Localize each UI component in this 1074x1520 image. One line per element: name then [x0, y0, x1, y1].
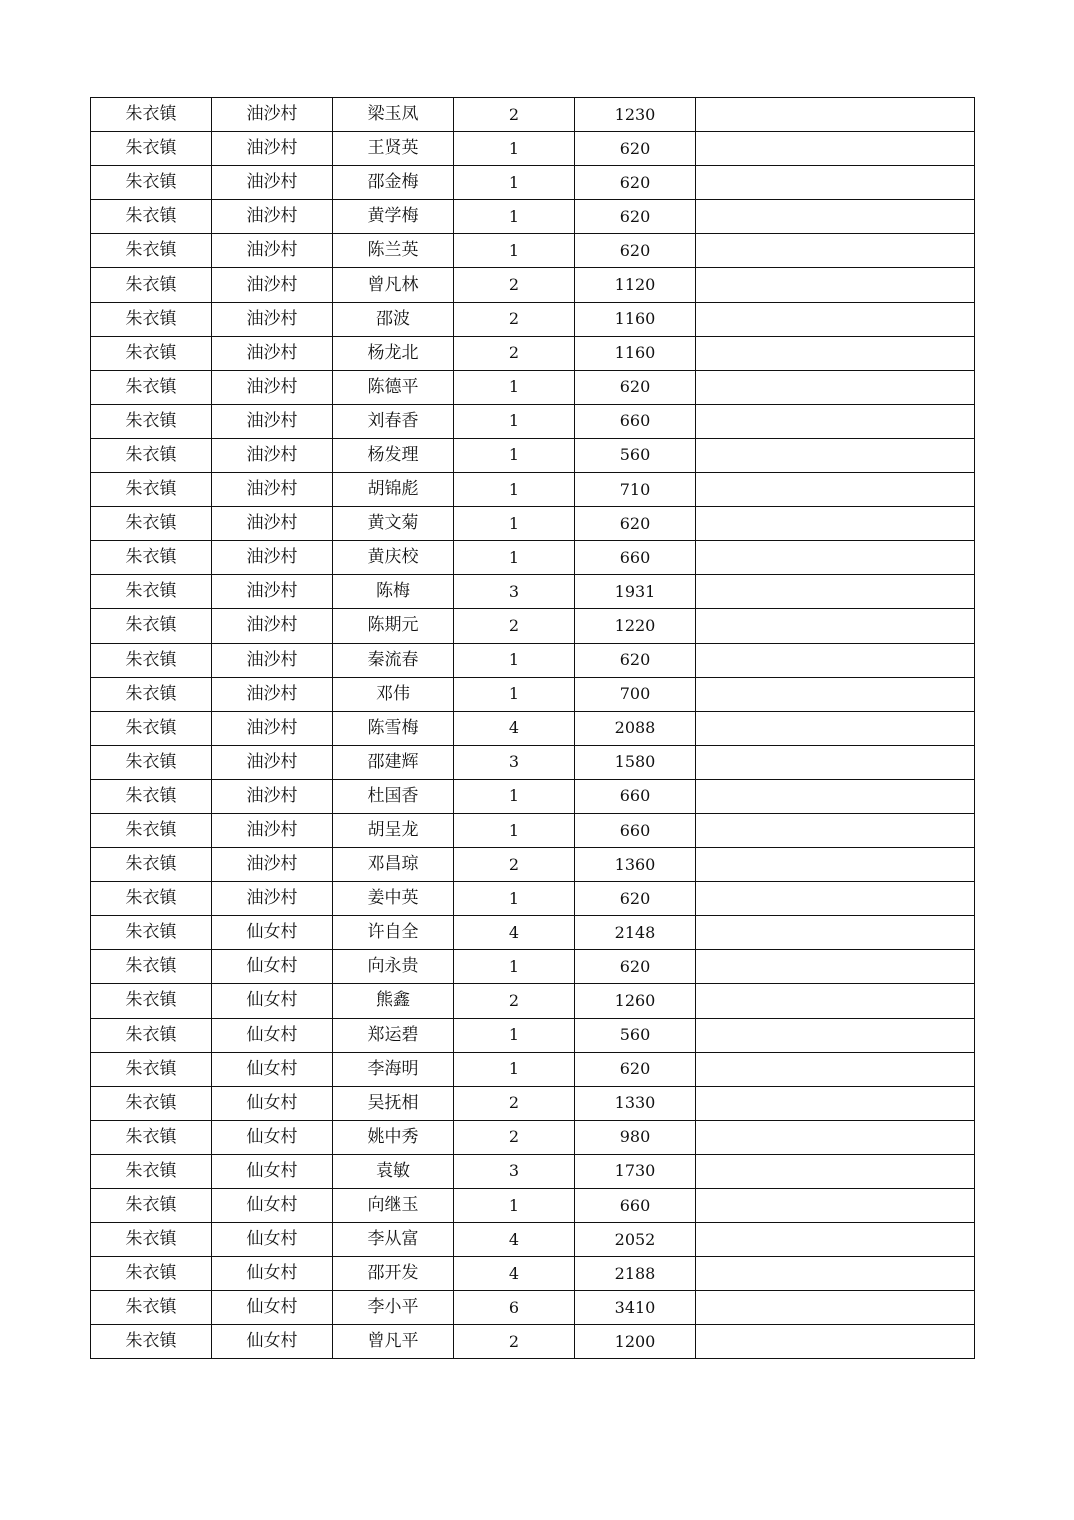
- town-cell: 朱衣镇: [91, 779, 212, 813]
- name-cell: 胡锦彪: [333, 473, 454, 507]
- village-cell: 仙女村: [212, 1018, 333, 1052]
- name-cell: 杨龙北: [333, 336, 454, 370]
- amount-cell: 2188: [575, 1257, 696, 1291]
- name-cell: 李从富: [333, 1223, 454, 1257]
- amount-cell: 620: [575, 507, 696, 541]
- amount-cell: 560: [575, 1018, 696, 1052]
- town-cell: 朱衣镇: [91, 916, 212, 950]
- table-row: [91, 132, 975, 166]
- amount-cell: 660: [575, 813, 696, 847]
- table-row: [91, 779, 975, 813]
- name-cell: 姚中秀: [333, 1120, 454, 1154]
- count-cell: 1: [454, 404, 575, 438]
- table-row: [91, 575, 975, 609]
- count-cell: 2: [454, 302, 575, 336]
- note-cell: [696, 132, 975, 166]
- town-cell: 朱衣镇: [91, 404, 212, 438]
- note-cell: [696, 1120, 975, 1154]
- table-row: [91, 848, 975, 882]
- village-cell: 油沙村: [212, 473, 333, 507]
- amount-cell: 1160: [575, 336, 696, 370]
- table-row: [91, 1189, 975, 1223]
- note-cell: [696, 541, 975, 575]
- town-cell: 朱衣镇: [91, 609, 212, 643]
- amount-cell: 660: [575, 404, 696, 438]
- village-cell: 油沙村: [212, 268, 333, 302]
- village-cell: 仙女村: [212, 1154, 333, 1188]
- town-cell: 朱衣镇: [91, 643, 212, 677]
- count-cell: 2: [454, 1325, 575, 1359]
- count-cell: 3: [454, 575, 575, 609]
- amount-cell: 660: [575, 541, 696, 575]
- village-cell: 油沙村: [212, 302, 333, 336]
- count-cell: 1: [454, 1018, 575, 1052]
- village-cell: 油沙村: [212, 677, 333, 711]
- count-cell: 1: [454, 643, 575, 677]
- amount-cell: 620: [575, 234, 696, 268]
- town-cell: 朱衣镇: [91, 848, 212, 882]
- amount-cell: 1220: [575, 609, 696, 643]
- amount-cell: 3410: [575, 1291, 696, 1325]
- village-cell: 仙女村: [212, 1052, 333, 1086]
- note-cell: [696, 882, 975, 916]
- name-cell: 胡呈龙: [333, 813, 454, 847]
- table-row: [91, 609, 975, 643]
- village-cell: 仙女村: [212, 984, 333, 1018]
- count-cell: 2: [454, 98, 575, 132]
- note-cell: [696, 1154, 975, 1188]
- table-row: [91, 268, 975, 302]
- table-row: [91, 473, 975, 507]
- note-cell: [696, 848, 975, 882]
- table-row: [91, 1291, 975, 1325]
- amount-cell: 620: [575, 370, 696, 404]
- note-cell: [696, 336, 975, 370]
- table-row: [91, 643, 975, 677]
- amount-cell: 1160: [575, 302, 696, 336]
- village-cell: 油沙村: [212, 779, 333, 813]
- table-row: [91, 507, 975, 541]
- village-cell: 油沙村: [212, 643, 333, 677]
- count-cell: 1: [454, 438, 575, 472]
- name-cell: 向继玉: [333, 1189, 454, 1223]
- amount-cell: 1580: [575, 745, 696, 779]
- village-cell: 油沙村: [212, 848, 333, 882]
- name-cell: 黄文菊: [333, 507, 454, 541]
- table-row: [91, 404, 975, 438]
- note-cell: [696, 1325, 975, 1359]
- amount-cell: 980: [575, 1120, 696, 1154]
- town-cell: 朱衣镇: [91, 745, 212, 779]
- note-cell: [696, 984, 975, 1018]
- town-cell: 朱衣镇: [91, 473, 212, 507]
- amount-cell: 1230: [575, 98, 696, 132]
- amount-cell: 1931: [575, 575, 696, 609]
- name-cell: 王贤英: [333, 132, 454, 166]
- village-cell: 油沙村: [212, 200, 333, 234]
- town-cell: 朱衣镇: [91, 1052, 212, 1086]
- village-cell: 油沙村: [212, 609, 333, 643]
- note-cell: [696, 1086, 975, 1120]
- name-cell: 杨发理: [333, 438, 454, 472]
- village-cell: 油沙村: [212, 507, 333, 541]
- amount-cell: 1260: [575, 984, 696, 1018]
- village-cell: 油沙村: [212, 541, 333, 575]
- name-cell: 吴抚相: [333, 1086, 454, 1120]
- note-cell: [696, 677, 975, 711]
- count-cell: 1: [454, 166, 575, 200]
- village-cell: 油沙村: [212, 882, 333, 916]
- note-cell: [696, 1189, 975, 1223]
- note-cell: [696, 234, 975, 268]
- table-row: [91, 200, 975, 234]
- count-cell: 2: [454, 336, 575, 370]
- village-cell: 仙女村: [212, 950, 333, 984]
- name-cell: 姜中英: [333, 882, 454, 916]
- count-cell: 1: [454, 779, 575, 813]
- town-cell: 朱衣镇: [91, 268, 212, 302]
- village-cell: 油沙村: [212, 370, 333, 404]
- name-cell: 杜国香: [333, 779, 454, 813]
- amount-cell: 710: [575, 473, 696, 507]
- amount-cell: 2088: [575, 711, 696, 745]
- amount-cell: 620: [575, 950, 696, 984]
- name-cell: 李小平: [333, 1291, 454, 1325]
- name-cell: 陈梅: [333, 575, 454, 609]
- town-cell: 朱衣镇: [91, 1257, 212, 1291]
- name-cell: 黄庆校: [333, 541, 454, 575]
- table-row: [91, 370, 975, 404]
- name-cell: 梁玉凤: [333, 98, 454, 132]
- note-cell: [696, 302, 975, 336]
- town-cell: 朱衣镇: [91, 200, 212, 234]
- count-cell: 1: [454, 677, 575, 711]
- village-cell: 油沙村: [212, 404, 333, 438]
- note-cell: [696, 711, 975, 745]
- table-row: [91, 438, 975, 472]
- town-cell: 朱衣镇: [91, 711, 212, 745]
- village-cell: 油沙村: [212, 132, 333, 166]
- town-cell: 朱衣镇: [91, 950, 212, 984]
- village-cell: 仙女村: [212, 1325, 333, 1359]
- town-cell: 朱衣镇: [91, 813, 212, 847]
- village-cell: 仙女村: [212, 1189, 333, 1223]
- table-row: [91, 1223, 975, 1257]
- town-cell: 朱衣镇: [91, 336, 212, 370]
- amount-cell: 660: [575, 1189, 696, 1223]
- count-cell: 1: [454, 1189, 575, 1223]
- amount-cell: 1360: [575, 848, 696, 882]
- village-cell: 油沙村: [212, 745, 333, 779]
- village-cell: 油沙村: [212, 336, 333, 370]
- town-cell: 朱衣镇: [91, 541, 212, 575]
- count-cell: 4: [454, 916, 575, 950]
- table-row: [91, 98, 975, 132]
- name-cell: 邓伟: [333, 677, 454, 711]
- count-cell: 3: [454, 745, 575, 779]
- note-cell: [696, 1018, 975, 1052]
- name-cell: 陈兰英: [333, 234, 454, 268]
- village-cell: 仙女村: [212, 1086, 333, 1120]
- count-cell: 3: [454, 1154, 575, 1188]
- village-cell: 油沙村: [212, 438, 333, 472]
- note-cell: [696, 813, 975, 847]
- village-cell: 油沙村: [212, 98, 333, 132]
- name-cell: 邓昌琼: [333, 848, 454, 882]
- table-row: [91, 336, 975, 370]
- name-cell: 陈期元: [333, 609, 454, 643]
- table-row: [91, 1120, 975, 1154]
- table-row: [91, 882, 975, 916]
- note-cell: [696, 1257, 975, 1291]
- data-table: [90, 97, 975, 1359]
- note-cell: [696, 643, 975, 677]
- count-cell: 1: [454, 507, 575, 541]
- table-row: [91, 1325, 975, 1359]
- name-cell: 向永贵: [333, 950, 454, 984]
- name-cell: 邵开发: [333, 1257, 454, 1291]
- village-cell: 仙女村: [212, 1120, 333, 1154]
- town-cell: 朱衣镇: [91, 438, 212, 472]
- name-cell: 袁敏: [333, 1154, 454, 1188]
- note-cell: [696, 1052, 975, 1086]
- name-cell: 邵金梅: [333, 166, 454, 200]
- amount-cell: 660: [575, 779, 696, 813]
- village-cell: 油沙村: [212, 166, 333, 200]
- amount-cell: 700: [575, 677, 696, 711]
- table-row: [91, 1086, 975, 1120]
- table-row: [91, 302, 975, 336]
- note-cell: [696, 609, 975, 643]
- note-cell: [696, 575, 975, 609]
- table-body: [91, 98, 975, 1359]
- table-row: [91, 1018, 975, 1052]
- village-cell: 油沙村: [212, 813, 333, 847]
- amount-cell: 620: [575, 200, 696, 234]
- count-cell: 1: [454, 950, 575, 984]
- name-cell: 曾凡林: [333, 268, 454, 302]
- note-cell: [696, 268, 975, 302]
- amount-cell: 1330: [575, 1086, 696, 1120]
- village-cell: 仙女村: [212, 1257, 333, 1291]
- town-cell: 朱衣镇: [91, 1223, 212, 1257]
- town-cell: 朱衣镇: [91, 166, 212, 200]
- amount-cell: 560: [575, 438, 696, 472]
- note-cell: [696, 507, 975, 541]
- amount-cell: 620: [575, 132, 696, 166]
- table-row: [91, 541, 975, 575]
- town-cell: 朱衣镇: [91, 1120, 212, 1154]
- count-cell: 4: [454, 1223, 575, 1257]
- town-cell: 朱衣镇: [91, 984, 212, 1018]
- village-cell: 仙女村: [212, 1223, 333, 1257]
- town-cell: 朱衣镇: [91, 1325, 212, 1359]
- count-cell: 1: [454, 234, 575, 268]
- name-cell: 熊鑫: [333, 984, 454, 1018]
- name-cell: 黄学梅: [333, 200, 454, 234]
- note-cell: [696, 404, 975, 438]
- town-cell: 朱衣镇: [91, 1154, 212, 1188]
- amount-cell: 2052: [575, 1223, 696, 1257]
- table-row: [91, 745, 975, 779]
- name-cell: 秦流春: [333, 643, 454, 677]
- note-cell: [696, 370, 975, 404]
- count-cell: 2: [454, 1120, 575, 1154]
- table-row: [91, 950, 975, 984]
- count-cell: 6: [454, 1291, 575, 1325]
- town-cell: 朱衣镇: [91, 132, 212, 166]
- town-cell: 朱衣镇: [91, 302, 212, 336]
- count-cell: 1: [454, 370, 575, 404]
- count-cell: 1: [454, 1052, 575, 1086]
- table-row: [91, 1052, 975, 1086]
- count-cell: 4: [454, 1257, 575, 1291]
- count-cell: 4: [454, 711, 575, 745]
- count-cell: 1: [454, 132, 575, 166]
- amount-cell: 620: [575, 643, 696, 677]
- table-row: [91, 813, 975, 847]
- table-row: [91, 984, 975, 1018]
- note-cell: [696, 438, 975, 472]
- note-cell: [696, 473, 975, 507]
- town-cell: 朱衣镇: [91, 1018, 212, 1052]
- town-cell: 朱衣镇: [91, 370, 212, 404]
- town-cell: 朱衣镇: [91, 98, 212, 132]
- village-cell: 仙女村: [212, 1291, 333, 1325]
- town-cell: 朱衣镇: [91, 677, 212, 711]
- count-cell: 1: [454, 473, 575, 507]
- count-cell: 2: [454, 268, 575, 302]
- count-cell: 1: [454, 882, 575, 916]
- town-cell: 朱衣镇: [91, 1189, 212, 1223]
- village-cell: 油沙村: [212, 711, 333, 745]
- amount-cell: 1730: [575, 1154, 696, 1188]
- count-cell: 2: [454, 848, 575, 882]
- amount-cell: 1120: [575, 268, 696, 302]
- town-cell: 朱衣镇: [91, 507, 212, 541]
- note-cell: [696, 98, 975, 132]
- count-cell: 1: [454, 200, 575, 234]
- name-cell: 曾凡平: [333, 1325, 454, 1359]
- name-cell: 陈德平: [333, 370, 454, 404]
- town-cell: 朱衣镇: [91, 575, 212, 609]
- name-cell: 陈雪梅: [333, 711, 454, 745]
- village-cell: 油沙村: [212, 234, 333, 268]
- note-cell: [696, 779, 975, 813]
- village-cell: 仙女村: [212, 916, 333, 950]
- name-cell: 许自全: [333, 916, 454, 950]
- amount-cell: 620: [575, 166, 696, 200]
- amount-cell: 1200: [575, 1325, 696, 1359]
- name-cell: 邵波: [333, 302, 454, 336]
- table-row: [91, 166, 975, 200]
- note-cell: [696, 1223, 975, 1257]
- table-row: [91, 711, 975, 745]
- count-cell: 2: [454, 1086, 575, 1120]
- count-cell: 2: [454, 984, 575, 1018]
- name-cell: 刘春香: [333, 404, 454, 438]
- amount-cell: 620: [575, 882, 696, 916]
- village-cell: 油沙村: [212, 575, 333, 609]
- town-cell: 朱衣镇: [91, 882, 212, 916]
- count-cell: 2: [454, 609, 575, 643]
- amount-cell: 2148: [575, 916, 696, 950]
- note-cell: [696, 916, 975, 950]
- amount-cell: 620: [575, 1052, 696, 1086]
- name-cell: 郑运碧: [333, 1018, 454, 1052]
- name-cell: 邵建辉: [333, 745, 454, 779]
- town-cell: 朱衣镇: [91, 234, 212, 268]
- note-cell: [696, 1291, 975, 1325]
- table-row: [91, 677, 975, 711]
- table-row: [91, 1154, 975, 1188]
- table-row: [91, 916, 975, 950]
- count-cell: 1: [454, 813, 575, 847]
- town-cell: 朱衣镇: [91, 1086, 212, 1120]
- table-row: [91, 1257, 975, 1291]
- count-cell: 1: [454, 541, 575, 575]
- note-cell: [696, 166, 975, 200]
- note-cell: [696, 200, 975, 234]
- note-cell: [696, 745, 975, 779]
- table-row: [91, 234, 975, 268]
- name-cell: 李海明: [333, 1052, 454, 1086]
- note-cell: [696, 950, 975, 984]
- town-cell: 朱衣镇: [91, 1291, 212, 1325]
